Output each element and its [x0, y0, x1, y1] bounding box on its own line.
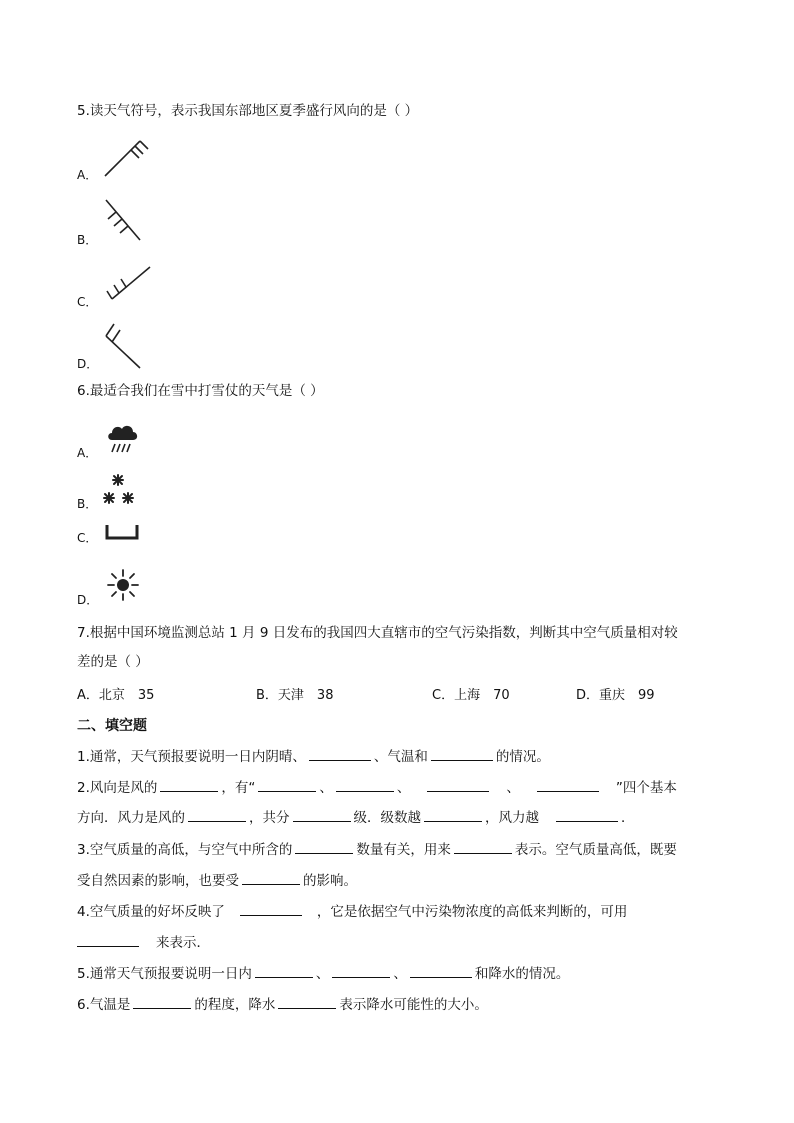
- q2-text-b: ，有“: [221, 780, 256, 796]
- answer-blank[interactable]: [424, 809, 482, 822]
- answer-blank[interactable]: [556, 809, 618, 822]
- q6-option-d-label: D．: [77, 593, 99, 607]
- q4-text-b: ，它是依据空气中污染物浓度的高低来判断的，可用: [316, 904, 628, 920]
- answer-blank[interactable]: [454, 841, 512, 854]
- fill-question-1: [77, 747, 550, 767]
- answer-blank[interactable]: [188, 809, 246, 822]
- q6-option-c-label: C．: [77, 531, 98, 545]
- answer-blank[interactable]: [410, 965, 472, 978]
- answer-blank[interactable]: [431, 748, 493, 761]
- snow-icon: [100, 472, 140, 508]
- fill-question-4-line1: [77, 902, 627, 922]
- q5-option-c-label: C．: [77, 295, 98, 309]
- answer-blank[interactable]: [133, 996, 191, 1009]
- fill-question-5: [77, 964, 569, 984]
- q3-text-a: 3.空气质量的高低，与空气中所含的: [77, 842, 293, 858]
- q5-fill-text-d: 和降水的情况。: [474, 966, 570, 982]
- fill-question-4-line2: [77, 933, 210, 953]
- q2-text-i: 级．级数越: [353, 810, 421, 826]
- answer-blank[interactable]: [427, 779, 489, 792]
- answer-blank[interactable]: [240, 903, 302, 916]
- q2-text-k: ．: [621, 810, 635, 826]
- q2-text-e: 、: [506, 780, 520, 796]
- wind-barb-icon: [102, 196, 144, 244]
- q2-text-d: 、: [396, 780, 411, 796]
- q7-stem-line2: 差的是（ ）: [77, 654, 149, 670]
- q5-fill-text-c: 、: [393, 966, 407, 982]
- q7-option-a: A．北京 35: [77, 688, 155, 703]
- answer-blank[interactable]: [293, 809, 351, 822]
- wind-barb-icon: [102, 320, 144, 372]
- q5-fill-text-a: 5.通常天气预报要说明一日内: [77, 966, 252, 982]
- answer-blank[interactable]: [77, 934, 139, 947]
- q5-option-a-label: A．: [77, 168, 98, 182]
- answer-blank[interactable]: [258, 779, 316, 792]
- q7-option-d: D．重庆 99: [576, 688, 655, 703]
- wind-barb-icon: [102, 136, 152, 180]
- fill-question-3-line2: [77, 871, 357, 891]
- q5-option-b-label: B．: [77, 233, 98, 247]
- q5-option-d-label: D．: [77, 357, 99, 371]
- fill-question-3-line1: [77, 840, 677, 860]
- answer-blank[interactable]: [278, 996, 336, 1009]
- q6-stem: 6.最适合我们在雪中打雪仗的天气是（ ）: [77, 383, 324, 399]
- q1-text-a: 1.通常，天气预报要说明一日内阴晴、: [77, 749, 306, 765]
- q2-text-g: 方向．风力是风的: [77, 810, 185, 826]
- q3-text-d: 受自然因素的影响，也要受: [77, 873, 239, 889]
- q4-text-a: 4.空气质量的好坏反映了: [77, 904, 225, 920]
- answer-blank[interactable]: [309, 748, 371, 761]
- rain-cloud-icon: [106, 422, 140, 458]
- answer-blank[interactable]: [242, 872, 300, 885]
- q3-text-e: 的影响。: [303, 873, 357, 889]
- q7-option-b: B．天津 38: [256, 688, 334, 703]
- answer-blank[interactable]: [332, 965, 390, 978]
- answer-blank[interactable]: [255, 965, 313, 978]
- q2-text-h: ，共分: [249, 810, 290, 826]
- q2-text-j: ，风力越: [485, 810, 539, 826]
- q5-fill-text-b: 、: [315, 966, 330, 982]
- q7-option-c: C．上海 70: [432, 688, 510, 703]
- sun-icon: [106, 568, 140, 602]
- fill-question-6: [77, 995, 488, 1015]
- q6-fill-text-a: 6.气温是: [77, 997, 131, 1013]
- answer-blank[interactable]: [537, 779, 599, 792]
- q4-text-c: 来表示．: [156, 935, 210, 951]
- answer-blank[interactable]: [295, 841, 353, 854]
- q6-option-a-label: A．: [77, 446, 98, 460]
- answer-blank[interactable]: [336, 779, 394, 792]
- answer-blank[interactable]: [160, 779, 218, 792]
- q2-text-a: 2.风向是风的: [77, 780, 158, 796]
- q6-fill-text-b: 的程度，降水: [194, 997, 276, 1013]
- q3-text-c: 表示。空气质量高低，既要: [514, 842, 677, 858]
- q3-text-b: 数量有关，用来: [356, 842, 451, 858]
- q7-stem-line1: 7.根据中国环境监测总站 1 月 9 日发布的我国四大直辖市的空气污染指数，判断其中空气质量相对较: [77, 625, 678, 641]
- q5-stem: 5.读天气符号，表示我国东部地区夏季盛行风向的是（ ）: [77, 103, 419, 119]
- bracket-icon: [104, 522, 140, 542]
- q2-text-c: 、: [319, 780, 333, 796]
- fill-question-2-line1: [77, 778, 677, 798]
- q1-text-c: 的情况。: [495, 749, 550, 765]
- q6-option-b-label: B．: [77, 497, 98, 511]
- q2-text-f: ”四个基本: [615, 780, 677, 796]
- fill-question-2-line2: [77, 808, 635, 828]
- q1-text-b: 、气温和: [373, 749, 428, 765]
- wind-barb-icon: [104, 264, 154, 304]
- section-heading: 二、填空题: [77, 718, 147, 734]
- q6-fill-text-c: 表示降水可能性的大小。: [339, 997, 488, 1013]
